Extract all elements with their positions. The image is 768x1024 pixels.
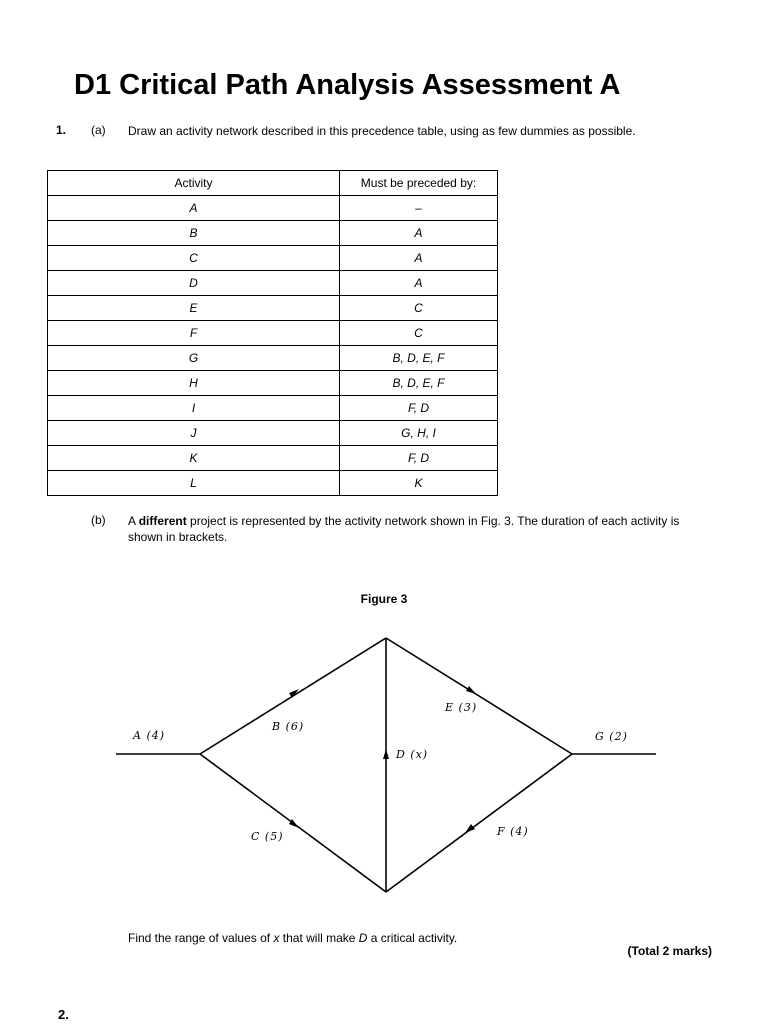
activity-cell: F <box>48 321 340 346</box>
label-f: F (4) <box>497 825 529 838</box>
activity-cell: E <box>48 296 340 321</box>
predecessor-cell: – <box>340 196 498 221</box>
arrow-e <box>466 686 476 694</box>
part-b-emphasis: different <box>138 514 187 528</box>
predecessor-cell: A <box>340 221 498 246</box>
find-activity-d: D <box>358 931 368 945</box>
find-text-2: that will make <box>279 931 359 945</box>
total-marks: (Total 2 marks) <box>627 944 712 958</box>
predecessor-cell: B, D, E, F <box>340 346 498 371</box>
activity-cell: D <box>48 271 340 296</box>
edge-e <box>386 638 572 754</box>
find-text-1: Find the range of values of <box>128 931 274 945</box>
predecessor-cell: C <box>340 296 498 321</box>
activity-cell: G <box>48 346 340 371</box>
find-variable-x: x <box>273 931 280 945</box>
label-g: G (2) <box>595 730 628 743</box>
activity-cell: J <box>48 421 340 446</box>
activity-cell: A <box>48 196 340 221</box>
activity-cell: B <box>48 221 340 246</box>
label-c: C (5) <box>251 830 284 843</box>
predecessor-cell: A <box>340 271 498 296</box>
question-number: 1. <box>56 123 67 137</box>
arrow-d <box>383 749 389 759</box>
figure-title: Figure 3 <box>360 592 408 606</box>
part-b-text-start: A <box>128 514 139 528</box>
activity-cell: K <box>48 446 340 471</box>
find-range-question <box>128 930 457 946</box>
part-a-text: Draw an activity network described in this precedence table, using as few dummies as possible. <box>128 124 636 138</box>
question-2-number: 2. <box>58 1007 69 1022</box>
label-e: E (3) <box>445 701 478 714</box>
predecessor-cell: G, H, I <box>340 421 498 446</box>
column-header-preceded-by: Must be preceded by: <box>340 171 498 196</box>
activity-cell: C <box>48 246 340 271</box>
predecessor-cell: C <box>340 321 498 346</box>
label-d: D (x) <box>396 748 429 761</box>
label-b: B (6) <box>272 720 305 733</box>
arrow-f <box>465 824 475 833</box>
column-header-activity: Activity <box>48 171 340 196</box>
activity-cell: L <box>48 471 340 496</box>
predecessor-cell: K <box>340 471 498 496</box>
predecessor-cell: F, D <box>340 446 498 471</box>
predecessor-cell: F, D <box>340 396 498 421</box>
page-title: D1 Critical Path Analysis Assessment A <box>74 69 621 101</box>
predecessor-cell: A <box>340 246 498 271</box>
part-a-label: (a) <box>91 123 106 137</box>
label-a: A (4) <box>133 729 166 742</box>
activity-cell: I <box>48 396 340 421</box>
activity-cell: H <box>48 371 340 396</box>
part-b-text-end: project is represented by the activity network shown in Fig. 3. The duration of each activity is shown in brackets. <box>128 514 680 544</box>
find-text-3: a critical activity. <box>367 931 458 945</box>
part-b-label: (b) <box>91 513 106 527</box>
predecessor-cell: B, D, E, F <box>340 371 498 396</box>
edge-f <box>386 754 572 892</box>
